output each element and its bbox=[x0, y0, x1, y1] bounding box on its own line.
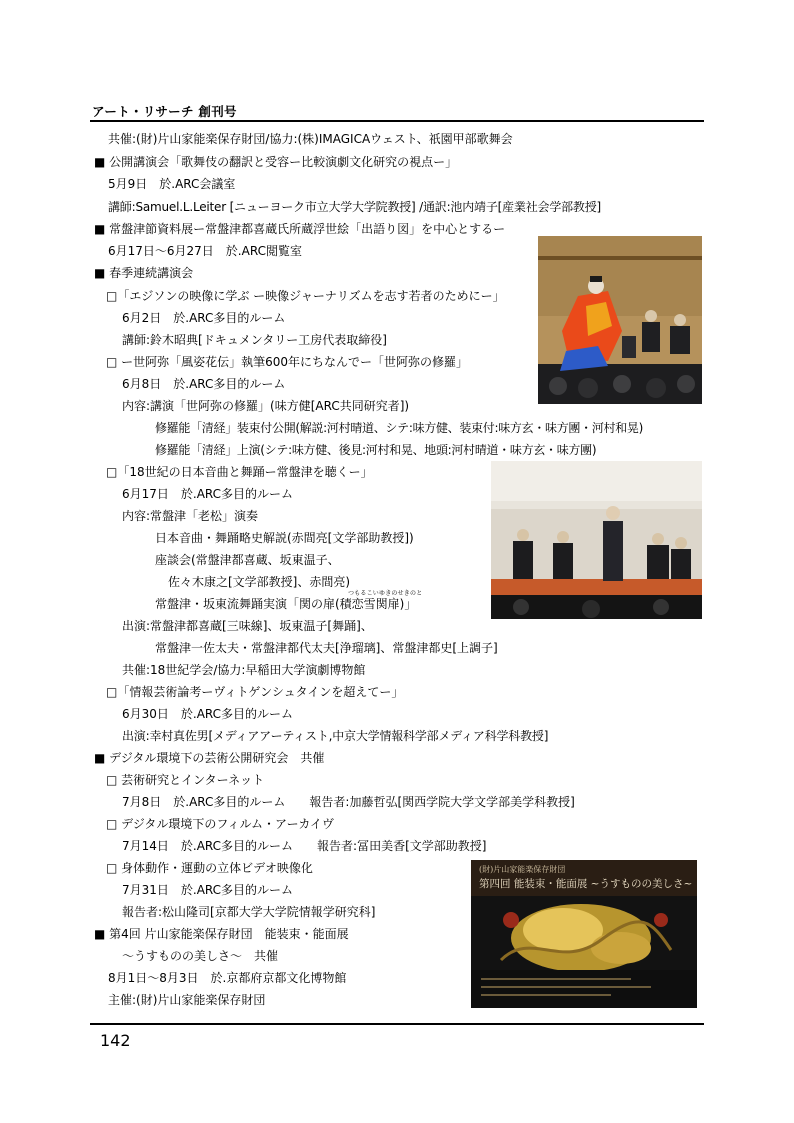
text-line: 6月2日 於.ARC多目的ルーム bbox=[122, 311, 286, 325]
running-header: アート・リサーチ 創刊号 bbox=[92, 104, 237, 119]
text-line: 講師:Samuel.L.Leiter [ニューヨーク市立大学大学院教授] /通訳:池内靖子[産業社会学部教授] bbox=[108, 200, 601, 214]
subsection-heading: □「エジソンの映像に学ぶ ー映像ジャーナリズムを志す若者のためにー」 bbox=[106, 289, 505, 303]
section-heading: ■ 春季連続講演会 bbox=[94, 266, 194, 280]
footer-rule bbox=[90, 1023, 704, 1025]
poster-org: (財)片山家能楽保存財団 bbox=[479, 865, 566, 874]
text-line: 6月17日〜6月27日 於.ARC閲覧室 bbox=[108, 244, 302, 258]
section-heading: ■ デジタル環境下の芸術公開研究会 共催 bbox=[94, 751, 325, 765]
text-line: 座談会(常盤津都喜蔵、坂東温子、 bbox=[155, 553, 340, 567]
text-line: 講師:鈴木昭典[ドキュメンタリー工房代表取締役] bbox=[122, 333, 387, 347]
exhibition-poster-image bbox=[471, 860, 697, 1008]
text-line: 修羅能「清経」上演(シテ:味方健、後見:河村和晃、地頭:河村晴道・味方玄・味方團) bbox=[155, 443, 597, 457]
text-line: 常盤津・坂東流舞踊実演「関の扉(積恋雪関扉)」 bbox=[155, 597, 417, 611]
text-line: 主催:(財)片山家能楽保存財団 bbox=[108, 993, 266, 1007]
section-heading: ■ 常盤津節資料展ー常盤津都喜蔵氏所蔵浮世絵「出語り図」を中心とするー bbox=[94, 222, 506, 236]
text-line: 修羅能「清経」装束付公開(解説:河村晴道、シテ:味方健、装束付:味方玄・味方團・河村和晃) bbox=[155, 421, 643, 435]
text-line: 内容:講演「世阿弥の修羅」(味方健[ARC共同研究者]) bbox=[122, 399, 410, 413]
text-line: 出演:常盤津都喜蔵[三味線]、坂東温子[舞踊]、 bbox=[122, 619, 373, 633]
header-rule bbox=[90, 120, 704, 122]
subsection-heading: □「18世紀の日本音曲と舞踊ー常盤津を聴くー」 bbox=[106, 465, 373, 479]
text-line: 共催:18世紀学会/協力:早稲田大学演劇博物館 bbox=[122, 663, 366, 677]
text-line: 6月30日 於.ARC多目的ルーム bbox=[122, 707, 294, 721]
ruby-annotation: つもるこいゆきのせきのと bbox=[348, 590, 423, 597]
subsection-heading: □ 身体動作・運動の立体ビデオ映像化 bbox=[106, 861, 313, 875]
section-heading: ■ 第4回 片山家能楽保存財団 能装束・能面展 bbox=[94, 927, 349, 941]
poster-title: 第四回 能装束・能面展 ~うすものの美しさ~ bbox=[479, 878, 693, 890]
text-line: 佐々木康之[文学部教授]、赤間亮) bbox=[168, 575, 351, 589]
text-line: 5月9日 於.ARC会議室 bbox=[108, 177, 236, 191]
text-line: 日本音曲・舞踊略史解説(赤間亮[文学部助教授]) bbox=[155, 531, 414, 545]
text-line: 8月1日〜8月3日 於.京都府京都文化博物館 bbox=[108, 971, 347, 985]
noh-performance-photo bbox=[538, 236, 702, 404]
text-line: 報告者:松山隆司[京都大学大学院情報学研究科] bbox=[122, 905, 376, 919]
text-line: 6月8日 於.ARC多目的ルーム bbox=[122, 377, 286, 391]
text-line: 内容:常盤津「老松」演奏 bbox=[122, 509, 259, 523]
subsection-heading: □「情報芸術論考ーヴィトゲンシュタインを超えてー」 bbox=[106, 685, 404, 699]
text-line: 共催:(財)片山家能楽保存財団/協力:(株)IMAGICAウェスト、祇園甲部歌舞会 bbox=[108, 132, 513, 146]
section-heading: ■ 公開講演会「歌舞伎の翻訳と受容ー比較演劇文化研究の視点ー」 bbox=[94, 155, 458, 169]
text-line: 出演:幸村真佐男[メディアアーティスト,中京大学情報科学部メディア科学科教授] bbox=[122, 729, 549, 743]
tokiwazu-performance-photo bbox=[491, 461, 702, 619]
subsection-heading: □ デジタル環境下のフィルム・アーカイヴ bbox=[106, 817, 335, 831]
text-line: 常盤津一佐太夫・常盤津都代太夫[浄瑠璃]、常盤津都史[上調子] bbox=[155, 641, 498, 655]
page-number: 142 bbox=[100, 1031, 131, 1050]
subsection-heading: □ 芸術研究とインターネット bbox=[106, 773, 265, 787]
text-line: 〜うすものの美しさ〜 共催 bbox=[122, 949, 279, 963]
text-line: 7月31日 於.ARC多目的ルーム bbox=[122, 883, 294, 897]
text-line: 6月17日 於.ARC多目的ルーム bbox=[122, 487, 294, 501]
subsection-heading: □ ー世阿弥「風姿花伝」執筆600年にちなんでー「世阿弥の修羅」 bbox=[106, 355, 469, 369]
text-line: 7月8日 於.ARC多目的ルーム 報告者:加藤哲弘[関西学院大学文学部美学科教授] bbox=[122, 795, 575, 809]
text-line: 7月14日 於.ARC多目的ルーム 報告者:冨田美香[文学部助教授] bbox=[122, 839, 487, 853]
